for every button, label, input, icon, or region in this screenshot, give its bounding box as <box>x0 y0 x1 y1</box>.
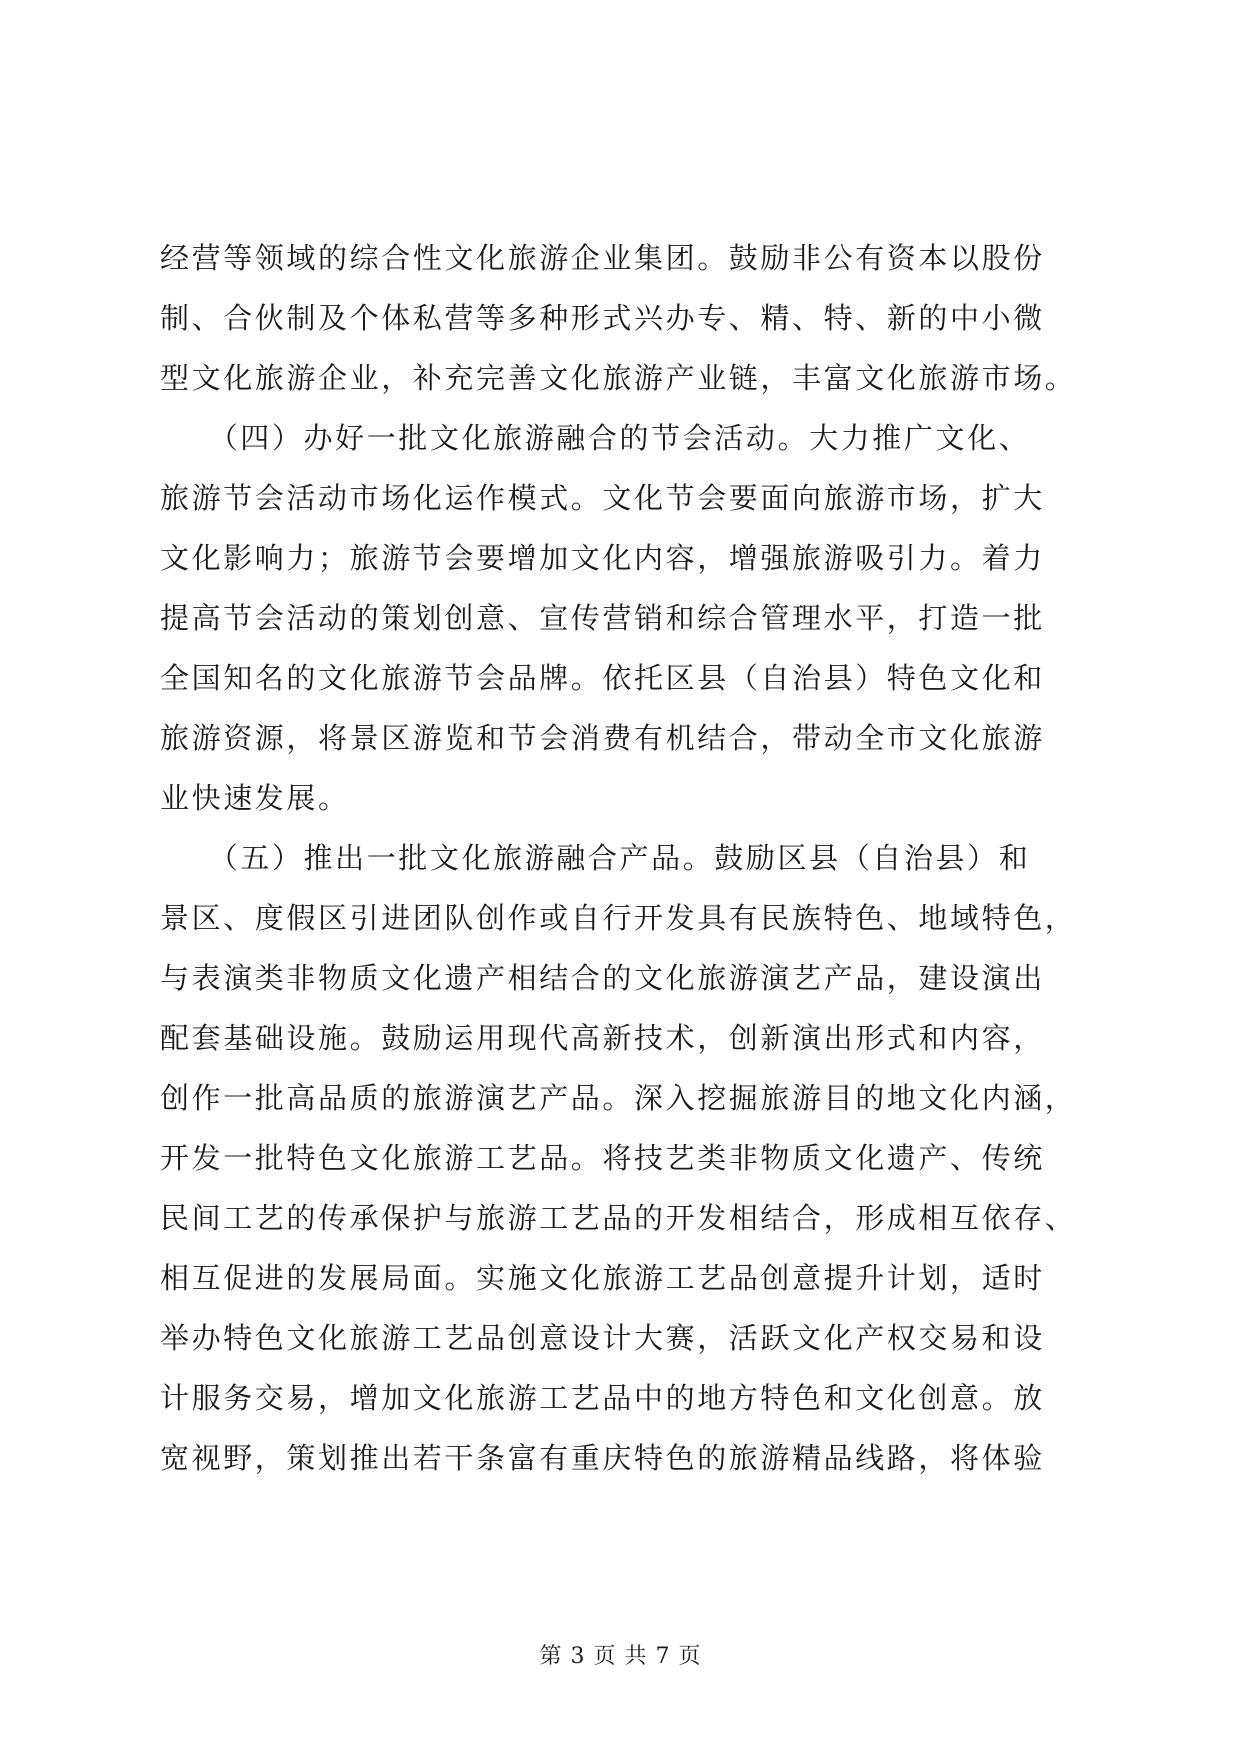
text-line: 文化影响力；旅游节会要增加文化内容，增强旅游吸引力。着力 <box>160 541 1045 575</box>
text-line: 举办特色文化旅游工艺品创意设计大赛，活跃文化产权交易和设 <box>160 1321 1045 1355</box>
text-line: 景区、度假区引进团队创作或自行开发具有民族特色、地域特色， <box>160 901 1077 935</box>
text-line: 与表演类非物质文化遗产相结合的文化旅游演艺产品，建设演出 <box>160 961 1045 995</box>
text-line: 旅游节会活动市场化运作模式。文化节会要面向旅游市场，扩大 <box>160 481 1045 515</box>
text-line: 提高节会活动的策划创意、宣传营销和综合管理水平，打造一批 <box>160 601 1045 635</box>
text-line: 计服务交易，增加文化旅游工艺品中的地方特色和文化创意。放 <box>160 1381 1045 1415</box>
page-number-footer: 第 3 页 共 7 页 <box>539 1644 702 1669</box>
text-line: （四）办好一批文化旅游融合的节会活动。大力推广文化、 <box>160 421 1031 455</box>
text-line: 业快速发展。 <box>160 781 350 815</box>
text-line: 相互促进的发展局面。实施文化旅游工艺品创意提升计划，适时 <box>160 1261 1045 1295</box>
body-text <box>160 228 1080 1488</box>
text-line: 经营等领域的综合性文化旅游企业集团。鼓励非公有资本以股份 <box>160 241 1045 275</box>
text-line: 旅游资源，将景区游览和节会消费有机结合，带动全市文化旅游 <box>160 721 1045 755</box>
text-line: 型文化旅游企业，补充完善文化旅游产业链，丰富文化旅游市场。 <box>160 361 1077 395</box>
text-line: （五）推出一批文化旅游融合产品。鼓励区县（自治县）和 <box>160 841 1031 875</box>
text-line: 制、合伙制及个体私营等多种形式兴办专、精、特、新的中小微 <box>160 301 1045 335</box>
text-line: 民间工艺的传承保护与旅游工艺品的开发相结合，形成相互依存、 <box>160 1201 1077 1235</box>
text-line: 配套基础设施。鼓励运用现代高新技术，创新演出形式和内容， <box>160 1021 1045 1055</box>
text-line: 全国知名的文化旅游节会品牌。依托区县（自治县）特色文化和 <box>160 661 1045 695</box>
text-line: 创作一批高品质的旅游演艺产品。深入挖掘旅游目的地文化内涵， <box>160 1081 1077 1115</box>
text-line: 宽视野，策划推出若干条富有重庆特色的旅游精品线路，将体验 <box>160 1441 1045 1475</box>
text-line: 开发一批特色文化旅游工艺品。将技艺类非物质文化遗产、传统 <box>160 1141 1045 1175</box>
